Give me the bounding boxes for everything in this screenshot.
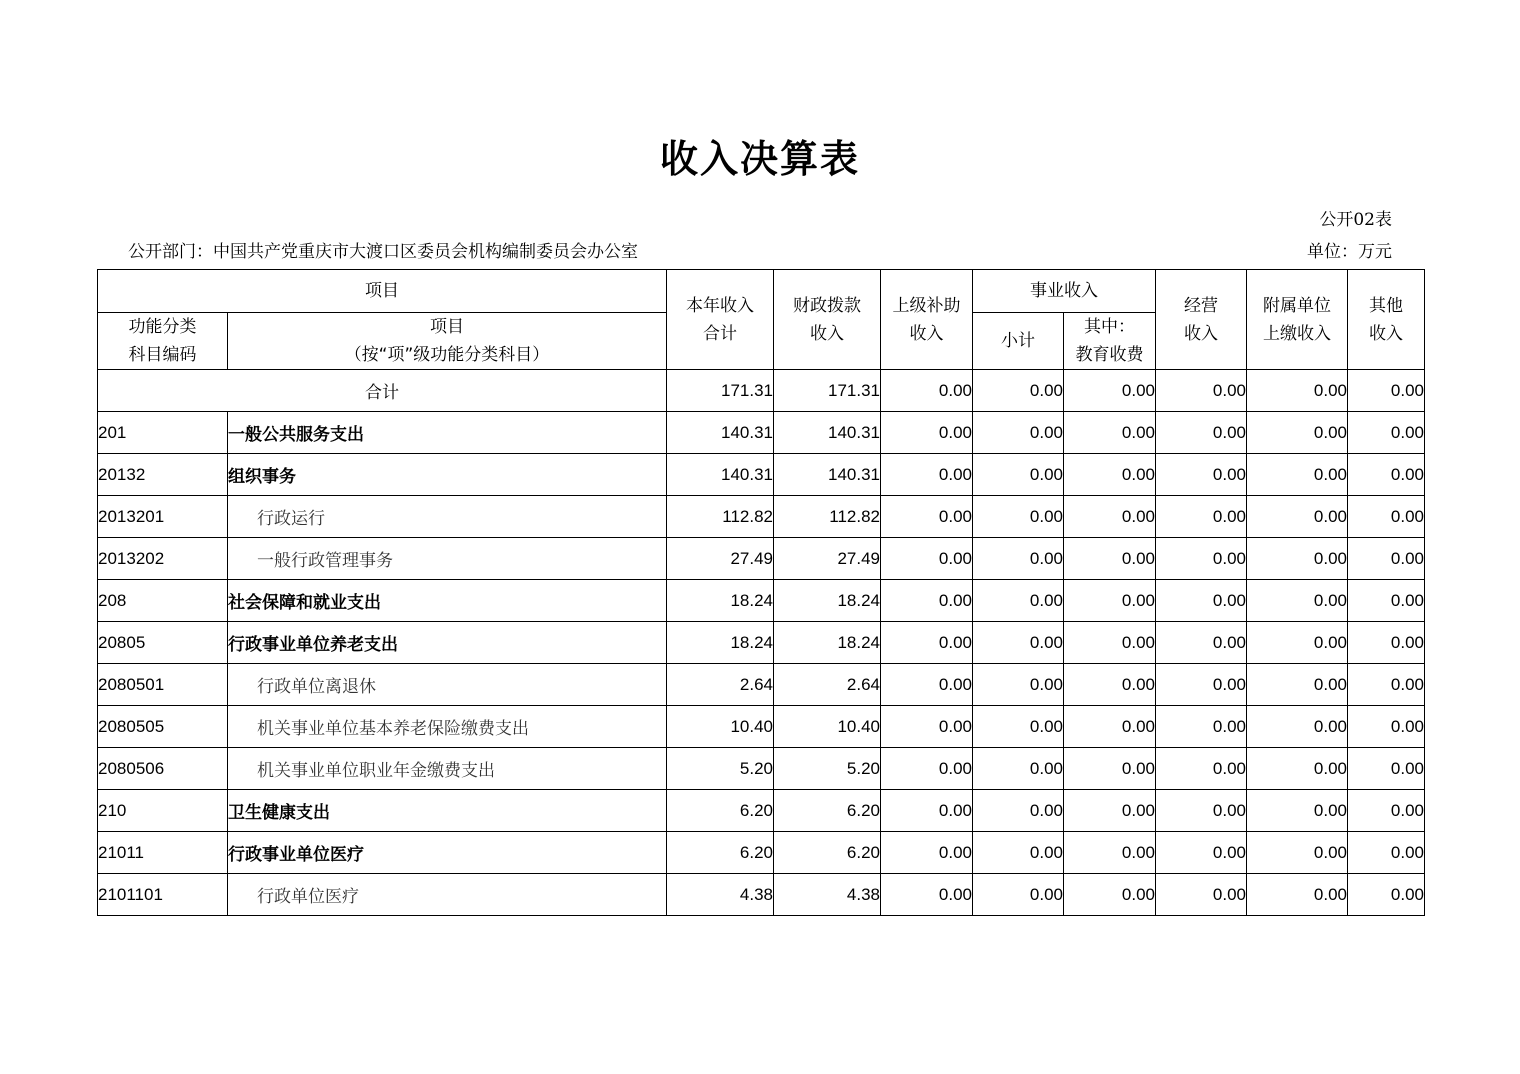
- row-value: 0.00: [1348, 748, 1425, 790]
- row-value: 0.00: [973, 412, 1064, 454]
- row-value: 0.00: [1247, 496, 1348, 538]
- table-row: [98, 874, 1425, 916]
- row-value: 0.00: [973, 706, 1064, 748]
- row-code: 21011: [98, 832, 228, 874]
- row-name: 组织事务: [228, 454, 667, 496]
- row-value: 0.00: [973, 622, 1064, 664]
- row-value: 0.00: [1247, 412, 1348, 454]
- row-value: 0.00: [1064, 790, 1156, 832]
- row-value: 0.00: [973, 496, 1064, 538]
- row-value: 0.00: [881, 790, 973, 832]
- row-value: 0.00: [973, 832, 1064, 874]
- row-value: 0.00: [1064, 538, 1156, 580]
- row-name: 行政事业单位医疗: [228, 832, 667, 874]
- row-value: 140.31: [667, 454, 774, 496]
- total-value: 171.31: [774, 370, 881, 412]
- total-row: [98, 370, 1425, 412]
- table-number: 公开02表: [1319, 210, 1392, 230]
- row-value: 18.24: [667, 622, 774, 664]
- row-value: 10.40: [774, 706, 881, 748]
- header-affiliated: 附属单位 上缴收入: [1247, 270, 1348, 370]
- row-code: 2013201: [98, 496, 228, 538]
- row-value: 0.00: [1064, 412, 1156, 454]
- row-code: 210: [98, 790, 228, 832]
- row-value: 0.00: [973, 580, 1064, 622]
- row-value: 0.00: [1064, 706, 1156, 748]
- row-value: 0.00: [1348, 832, 1425, 874]
- header-edu-fee: 其中： 教育收费: [1064, 313, 1156, 370]
- row-value: 0.00: [1064, 748, 1156, 790]
- row-value: 0.00: [881, 580, 973, 622]
- row-value: 0.00: [1064, 580, 1156, 622]
- row-value: 0.00: [1348, 790, 1425, 832]
- row-value: 0.00: [1247, 832, 1348, 874]
- table-row: [98, 832, 1425, 874]
- row-code: 20805: [98, 622, 228, 664]
- row-value: 0.00: [1064, 622, 1156, 664]
- total-value: 0.00: [1348, 370, 1425, 412]
- row-name: 社会保障和就业支出: [228, 580, 667, 622]
- row-value: 0.00: [1247, 580, 1348, 622]
- row-value: 0.00: [1348, 496, 1425, 538]
- row-value: 0.00: [1247, 538, 1348, 580]
- row-value: 112.82: [667, 496, 774, 538]
- row-value: 0.00: [1247, 622, 1348, 664]
- row-value: 0.00: [973, 538, 1064, 580]
- row-code: 2080501: [98, 664, 228, 706]
- total-label: 合计: [98, 370, 667, 412]
- row-value: 0.00: [881, 454, 973, 496]
- row-value: 0.00: [1247, 790, 1348, 832]
- table-row: [98, 496, 1425, 538]
- row-name: 行政单位医疗: [228, 874, 667, 916]
- row-value: 0.00: [1348, 664, 1425, 706]
- header-fiscal: 财政拨款 收入: [774, 270, 881, 370]
- row-value: 0.00: [1348, 874, 1425, 916]
- row-value: 0.00: [1064, 832, 1156, 874]
- row-value: 0.00: [881, 538, 973, 580]
- row-value: 0.00: [1156, 874, 1247, 916]
- row-value: 0.00: [881, 748, 973, 790]
- header-item: 项目 （按“项”级功能分类科目）: [228, 313, 667, 370]
- row-value: 27.49: [774, 538, 881, 580]
- row-value: 140.31: [667, 412, 774, 454]
- row-value: 6.20: [667, 790, 774, 832]
- row-value: 0.00: [973, 748, 1064, 790]
- table-row: [98, 538, 1425, 580]
- table-row: [98, 412, 1425, 454]
- row-value: 0.00: [1247, 748, 1348, 790]
- row-value: 0.00: [1156, 454, 1247, 496]
- row-value: 6.20: [667, 832, 774, 874]
- table-row: [98, 622, 1425, 664]
- row-value: 0.00: [1156, 538, 1247, 580]
- row-code: 20132: [98, 454, 228, 496]
- row-value: 140.31: [774, 454, 881, 496]
- table-row: [98, 454, 1425, 496]
- row-name: 机关事业单位基本养老保险缴费支出: [228, 706, 667, 748]
- row-value: 0.00: [881, 496, 973, 538]
- row-value: 18.24: [774, 580, 881, 622]
- row-code: 208: [98, 580, 228, 622]
- row-value: 0.00: [881, 874, 973, 916]
- row-value: 0.00: [1247, 874, 1348, 916]
- row-code: 2013202: [98, 538, 228, 580]
- row-code: 2080505: [98, 706, 228, 748]
- row-value: 0.00: [1156, 622, 1247, 664]
- header-business: 事业收入: [973, 270, 1156, 313]
- row-value: 140.31: [774, 412, 881, 454]
- header-total: 本年收入 合计: [667, 270, 774, 370]
- row-value: 0.00: [1348, 454, 1425, 496]
- row-value: 0.00: [1348, 412, 1425, 454]
- row-code: 2080506: [98, 748, 228, 790]
- row-value: 0.00: [881, 706, 973, 748]
- row-value: 18.24: [774, 622, 881, 664]
- income-table: [97, 269, 1425, 916]
- row-value: 0.00: [1247, 454, 1348, 496]
- row-value: 0.00: [1247, 706, 1348, 748]
- row-value: 5.20: [667, 748, 774, 790]
- table-row: [98, 664, 1425, 706]
- header-superior: 上级补助 收入: [881, 270, 973, 370]
- header-func-code: 功能分类 科目编码: [98, 313, 228, 370]
- total-value: 0.00: [881, 370, 973, 412]
- row-value: 6.20: [774, 790, 881, 832]
- row-name: 行政单位离退休: [228, 664, 667, 706]
- row-value: 4.38: [774, 874, 881, 916]
- page-title: 收入决算表: [659, 137, 860, 181]
- row-value: 0.00: [1156, 748, 1247, 790]
- row-value: 0.00: [1156, 412, 1247, 454]
- row-name: 卫生健康支出: [228, 790, 667, 832]
- header-subtotal: 小计: [973, 313, 1064, 370]
- row-value: 2.64: [774, 664, 881, 706]
- total-value: 0.00: [1064, 370, 1156, 412]
- row-value: 112.82: [774, 496, 881, 538]
- row-name: 行政事业单位养老支出: [228, 622, 667, 664]
- total-value: 0.00: [1247, 370, 1348, 412]
- total-value: 0.00: [973, 370, 1064, 412]
- row-name: 行政运行: [228, 496, 667, 538]
- row-value: 0.00: [1156, 706, 1247, 748]
- row-value: 0.00: [1064, 454, 1156, 496]
- row-value: 0.00: [973, 790, 1064, 832]
- total-value: 171.31: [667, 370, 774, 412]
- row-value: 0.00: [973, 454, 1064, 496]
- row-value: 0.00: [1348, 538, 1425, 580]
- table-row: [98, 706, 1425, 748]
- row-value: 0.00: [1064, 664, 1156, 706]
- header-other: 其他 收入: [1348, 270, 1425, 370]
- row-value: 0.00: [1064, 874, 1156, 916]
- table-row: [98, 748, 1425, 790]
- row-value: 0.00: [881, 832, 973, 874]
- row-value: 0.00: [1156, 496, 1247, 538]
- row-value: 0.00: [1156, 790, 1247, 832]
- row-value: 18.24: [667, 580, 774, 622]
- row-value: 0.00: [881, 412, 973, 454]
- row-name: 一般行政管理事务: [228, 538, 667, 580]
- row-value: 0.00: [1348, 622, 1425, 664]
- row-value: 0.00: [1348, 706, 1425, 748]
- row-value: 0.00: [1156, 832, 1247, 874]
- row-value: 0.00: [1348, 580, 1425, 622]
- row-value: 10.40: [667, 706, 774, 748]
- row-value: 0.00: [881, 622, 973, 664]
- unit-label: 单位：万元: [1307, 242, 1392, 262]
- row-value: 0.00: [1156, 664, 1247, 706]
- row-value: 0.00: [973, 874, 1064, 916]
- header-operating: 经营 收入: [1156, 270, 1247, 370]
- table-row: [98, 790, 1425, 832]
- row-value: 6.20: [774, 832, 881, 874]
- row-value: 0.00: [1156, 580, 1247, 622]
- row-value: 4.38: [667, 874, 774, 916]
- total-value: 0.00: [1156, 370, 1247, 412]
- header-project: 项目: [98, 270, 667, 313]
- row-value: 2.64: [667, 664, 774, 706]
- row-code: 201: [98, 412, 228, 454]
- row-value: 0.00: [1064, 496, 1156, 538]
- row-code: 2101101: [98, 874, 228, 916]
- row-name: 机关事业单位职业年金缴费支出: [228, 748, 667, 790]
- row-value: 0.00: [973, 664, 1064, 706]
- department-label: 公开部门：中国共产党重庆市大渡口区委员会机构编制委员会办公室: [128, 242, 638, 262]
- row-value: 5.20: [774, 748, 881, 790]
- row-name: 一般公共服务支出: [228, 412, 667, 454]
- table-row: [98, 580, 1425, 622]
- row-value: 27.49: [667, 538, 774, 580]
- row-value: 0.00: [1247, 664, 1348, 706]
- row-value: 0.00: [881, 664, 973, 706]
